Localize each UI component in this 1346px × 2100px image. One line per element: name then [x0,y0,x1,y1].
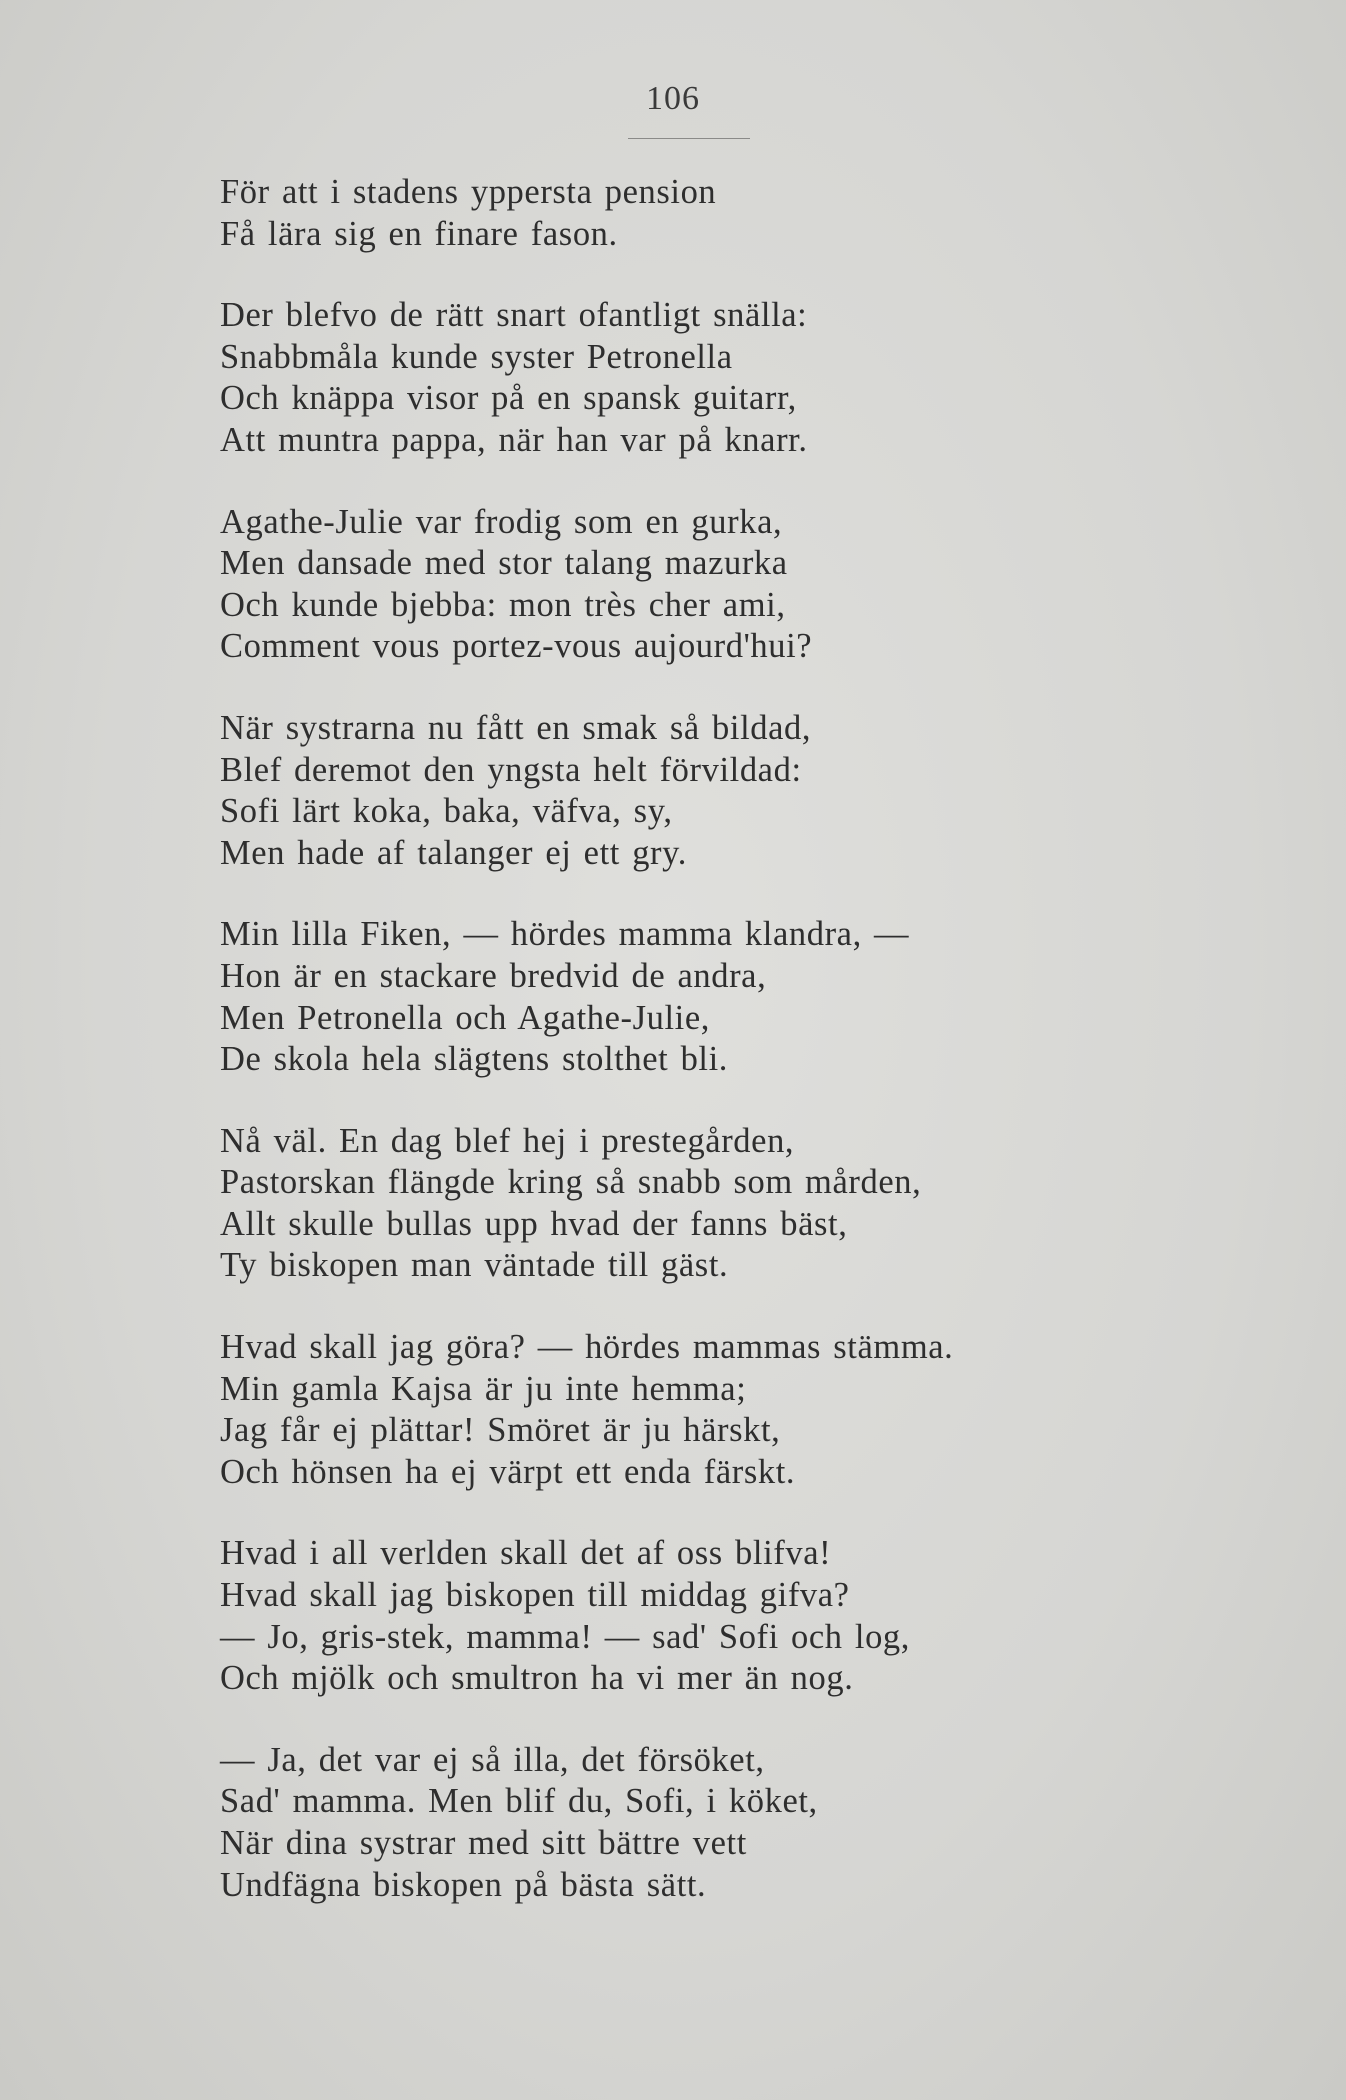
poem-line: — Ja, det var ej så illa, det försöket, [220,1740,765,1779]
stanza [220,914,1220,1080]
stanza [220,502,1220,668]
poem-line: Comment vous portez-vous aujourd'hui? [220,627,813,666]
header-rule [628,138,750,139]
page-number: 106 [646,80,700,117]
poem-line: Och hönsen ha ej värpt ett enda färskt. [220,1452,796,1491]
poem-line: För att i stadens yppersta pension [220,173,717,211]
poem-line: Agathe-Julie var frodig som en gurka, [220,502,783,541]
poem-line: De skola hela slägtens stolthet bli. [220,1040,729,1079]
poem-line: Min gamla Kajsa är ju inte hemma; [220,1369,747,1408]
stanza [220,295,1220,461]
poem-line: Sad' mamma. Men blif du, Sofi, i köket, [220,1782,818,1821]
poem-line: Att muntra pappa, när han var på knarr. [220,420,808,459]
poem-line: När dina systrar med sitt bättre vett [220,1824,747,1862]
poem-line: Pastorskan flängde kring så snabb som mården, [220,1163,922,1202]
poem-line: Min lilla Fiken, — hördes mamma klandra, — [220,915,910,954]
poem-line: Snabbmåla kunde syster Petronella [220,337,733,376]
poem-line: Der blefvo de rätt snart ofantligt snälla: [220,296,808,335]
poem-line: Och mjölk och smultron ha vi mer än nog. [220,1659,854,1698]
poem-line: Nå väl. En dag blef hej i prestegården, [220,1121,795,1160]
stanza [220,1121,1220,1287]
poem-line: Hvad skall jag göra? — hördes mammas stämma. [220,1328,954,1367]
stanza [220,1740,1220,1906]
poem-line: Men hade af talanger ej ett gry. [220,833,687,872]
poem [220,172,1220,1946]
stanza [220,1533,1220,1699]
poem-line: Sofi lärt koka, baka, väfva, sy, [220,792,673,831]
poem-line: Hvad skall jag biskopen till middag gifva? [220,1576,850,1615]
stanza [220,708,1220,874]
poem-line: Blef deremot den yngsta helt förvildad: [220,750,802,789]
poem-line: — Jo, gris-stek, mamma! — sad' Sofi och log, [220,1617,910,1656]
poem-line: Allt skulle bullas upp hvad der fanns bäst, [220,1204,848,1243]
poem-line: Få lära sig en finare fason. [220,214,618,253]
poem-line: Och kunde bjebba: mon très cher ami, [220,585,786,624]
poem-line: När systrarna nu fått en smak så bildad, [220,708,812,747]
stanza [220,1327,1220,1493]
poem-line: Men dansade med stor talang mazurka [220,544,788,583]
stanza [220,172,1220,255]
poem-line: Ty biskopen man väntade till gäst. [220,1246,729,1285]
poem-line: Undfägna biskopen på bästa sätt. [220,1865,707,1904]
poem-line: Hon är en stackare bredvid de andra, [220,956,767,995]
poem-line: Hvad i all verlden skall det af oss blifva! [220,1534,832,1573]
poem-line: Och knäppa visor på en spansk guitarr, [220,379,797,418]
poem-line: Men Petronella och Agathe-Julie, [220,998,710,1037]
poem-line: Jag får ej plättar! Smöret är ju härskt, [220,1411,781,1450]
